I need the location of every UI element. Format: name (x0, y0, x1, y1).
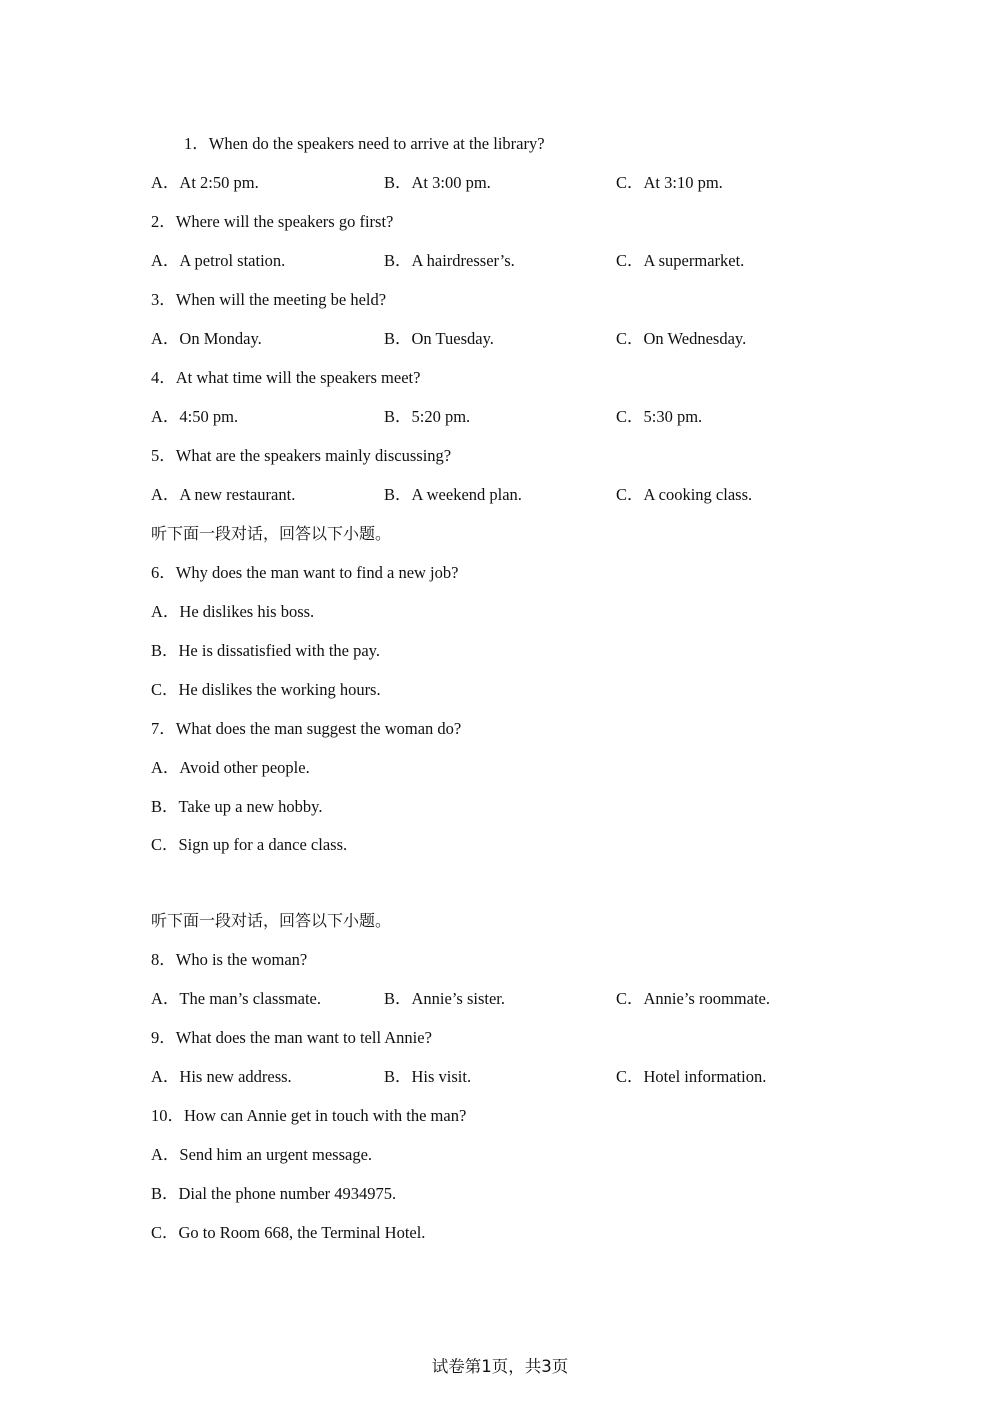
options-row-8 (151, 989, 871, 1009)
question-number: 5． (151, 446, 176, 465)
question-number: 6． (151, 563, 176, 582)
option-a: A．Send him an urgent message. (151, 1145, 373, 1164)
question-stem: Why does the man want to find a new job? (175, 563, 459, 582)
option-b: B．5:20 pm. (384, 407, 471, 426)
question-number: 4． (151, 368, 176, 387)
option-b: B．A hairdresser’s. (384, 251, 515, 270)
section-header: 听下面一段对话，回答以下小题。 (151, 911, 392, 930)
option-b: B．He is dissatisfied with the pay. (151, 641, 380, 660)
option-a: A．A petrol station. (151, 251, 286, 270)
question-8 (151, 950, 307, 970)
option-b: B．At 3:00 pm. (384, 173, 491, 192)
question-stem: What are the speakers mainly discussing? (175, 446, 452, 465)
option-b: B．Take up a new hobby. (151, 797, 323, 816)
option-c: C．At 3:10 pm. (616, 173, 723, 192)
option-a: A．On Monday. (151, 329, 262, 348)
option-a: A．Avoid other people. (151, 758, 310, 777)
option-c: C．Hotel information. (616, 1067, 767, 1086)
option-c: C．5:30 pm. (616, 407, 703, 426)
question-stem: At what time will the speakers meet? (175, 368, 421, 387)
option-b: B．Dial the phone number 4934975. (151, 1184, 397, 1203)
question-stem: What does the man want to tell Annie? (175, 1028, 432, 1047)
options-row-1 (151, 173, 871, 193)
options-row-3 (151, 329, 871, 349)
option-c: C．He dislikes the working hours. (151, 680, 381, 699)
question-5 (151, 446, 451, 466)
question-4 (151, 368, 420, 388)
page-footer: 试卷第1页，共3页 (431, 1357, 569, 1376)
question-2 (151, 212, 393, 232)
option-c: C．Annie’s roommate. (616, 989, 770, 1008)
question-number: 7． (151, 719, 176, 738)
question-stem: How can Annie get in touch with the man? (184, 1106, 467, 1125)
options-row-5 (151, 485, 871, 505)
question-9 (151, 1028, 432, 1048)
question-3 (151, 290, 386, 310)
section-header: 听下面一段对话，回答以下小题。 (151, 524, 392, 543)
question-10 (151, 1106, 466, 1126)
option-b: B．His visit. (384, 1067, 472, 1086)
option-a: A．4:50 pm. (151, 407, 239, 426)
question-number: 9． (151, 1028, 176, 1047)
option-c: C．On Wednesday. (616, 329, 747, 348)
question-stem: What does the man suggest the woman do? (175, 719, 462, 738)
question-7 (151, 719, 461, 739)
option-b: B．On Tuesday. (384, 329, 494, 348)
question-stem: Who is the woman? (175, 950, 308, 969)
option-a: A．The man’s classmate. (151, 989, 321, 1008)
question-stem: When will the meeting be held? (175, 290, 387, 309)
option-a: A．At 2:50 pm. (151, 173, 259, 192)
question-number: 2． (151, 212, 176, 231)
option-c: C．A cooking class. (616, 485, 753, 504)
question-6 (151, 563, 458, 583)
option-a: A．He dislikes his boss. (151, 602, 315, 621)
option-c: C．Sign up for a dance class. (151, 835, 348, 854)
question-stem: When do the speakers need to arrive at the library? (208, 134, 545, 153)
options-row-9 (151, 1067, 871, 1087)
option-b: B．A weekend plan. (384, 485, 522, 504)
option-b: B．Annie’s sister. (384, 989, 506, 1008)
options-row-2 (151, 251, 871, 271)
option-a: A．His new address. (151, 1067, 292, 1086)
option-c: C．Go to Room 668, the Terminal Hotel. (151, 1223, 426, 1242)
question-number: 10． (151, 1106, 184, 1125)
options-row-4 (151, 407, 871, 427)
question-number: 3． (151, 290, 176, 309)
question-stem: Where will the speakers go first? (175, 212, 394, 231)
question-number: 1． (184, 134, 209, 153)
option-c: C．A supermarket. (616, 251, 745, 270)
option-a: A．A new restaurant. (151, 485, 296, 504)
question-1 (184, 134, 545, 154)
question-number: 8． (151, 950, 176, 969)
